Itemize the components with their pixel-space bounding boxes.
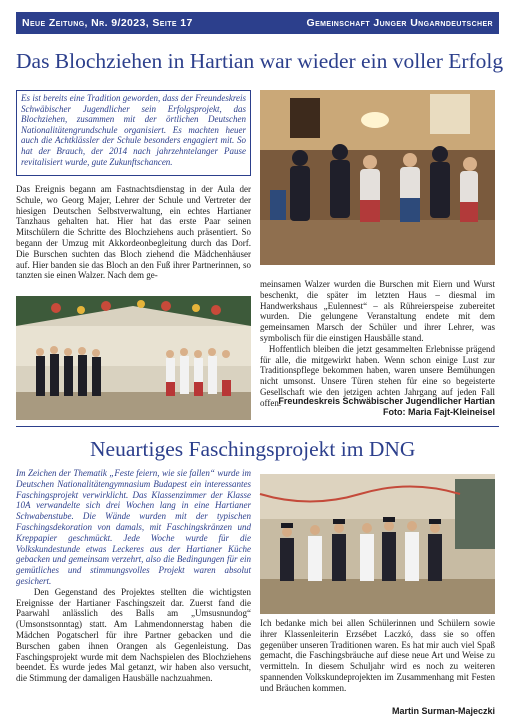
header-issue: Neue Zeitung, Nr. 9/2023, Seite 17	[22, 17, 193, 29]
article1-body-right-para2: Hoffentlich bleiben die jetzt gesammelten Erlebnisse prägend für alle, die mitgewirkt haben. Wenn schon einige Lust zur Traditionspflege bekommen haben, waren unsere Bemühungen nicht umsonst. Unsere Türen stehen für eine so begeisterte Gesellschaft wie den jetzigen achten Jahrgang auf jeden Fall offen.	[260, 343, 496, 408]
article1-signature	[260, 396, 495, 418]
article2-signature: Martin Surman-Majeczki	[391, 706, 495, 716]
header-section: Gemeinschaft Junger Ungarndeutscher	[306, 17, 493, 29]
article1-author: Freundeskreis Schwäbischer Jugendlicher Hartian	[278, 396, 495, 406]
article2-body-left-para: Den Gegenstand des Projektes stellten die wichtigsten Ereignisse der Hartianer Faschingszeit dar. Zuerst fand die Paarwahl anlässlich des Balls am „Umsusnundog“ (Umsonstsonntag) statt. Am Lahmendonnerstag haben die Mädchen Pogatscherl für ihre Partner gebacken und die Burschen gaben ihnen Orangen als Gegenleistung. Das Faschingsprojekt wurde mit dem Nachspielen des Blochziehens beendet. Es wurde jedes Mal getanzt, wir haben also versucht, die Stimmung der damaligen Hausbälle nachzuahmen.	[16, 586, 251, 684]
dance-hall-photo	[260, 90, 495, 265]
article2-body-left	[16, 468, 251, 716]
article1-intro: Es ist bereits eine Tradition geworden, dass der Freundeskreis Schwäbischer Jugendlicher sein Erfolgsprojekt, das Blochziehen, zusammen mit der örtlichen Deutschen Nationalitätengrundschule organisiert. Es machten heuer auch die Achtklässler der Schule besonders engagiert mit. So hat der Brauch, der 2014 nach jahrzehntelanger Pause revitalisiert wurde, gute Zukunftschancen.	[16, 90, 251, 176]
article1-body-left: Das Ereignis begann am Fastnachtsdienstag in der Aula der Schule, wo Georg Majer, Lehrer der Schule und Vertreter der hiesigen Deutschen Selbstverwaltung, ein echtes Hartianer Tanzhaus gehalten hat. Hier hat das erste Paar seinen Mitschülern die Schritte des Blochziehens auch präsentiert. So begann der Umzug mit Akkordeonbegleitung durch das Dorf. Die Burschen suchten das Bloch ziehend die Mädchenhäuser auf. Hier banden sie das Bloch an den Fuß ihrer Partnerinnen, so tanzten sie einen Walzer. Nach dem ge-	[16, 184, 251, 281]
page-header	[16, 12, 499, 34]
article2-intro: Im Zeichen der Thematik „Feste feiern, wie sie fallen“ wurde im Deutschen Nationalitätengymnasium Budapest ein interessantes Faschingsprojekt verwirklicht. Das Klassenzimmer der Klasse 10A verwandelte sich drei Wochen lang in eine Hartianer Schwabenstube. Die Wände wurden mit der typischen Faschingsdekoration von damals, mit Faschingskränzen und Kreppapier geschmückt. Jede Woche wurde für die Volkskundestunde etwas Leckeres aus der Hartianer Küche gebacken und gemeinsam verzehrt, also die Bedingungen für ein gemütliches und stimmungsvolles Projekt waren absolut gesichert.	[16, 468, 251, 586]
school-aula-photo	[16, 296, 251, 420]
article2-title: Neuartiges Faschingsprojekt im DNG	[90, 437, 416, 461]
article2-body-right: Ich bedanke mich bei allen Schülerinnen und Schülern sowie ihrer Klassenleiterin Erzsébet Laczkó, dass sie so offen gegenüber unseren Traditionen waren. Es hat mir auch viel Spaß gemacht, die Faschingsbräuche auf diese neue Art und Weise zu vermitteln. In diesem Schuljahr wird es noch zu weiteren spannenden Volkskundeprojekten im Zusammenhang mit Festen und Bräuchen kommen.	[260, 618, 495, 693]
article1-body-right-para1: meinsamen Walzer wurden die Burschen mit Eiern und Wurst beschenkt, die später im letzten Haus – diesmal im Handwerkshaus „Eulennest“ – als Rühreierspeise zubereitet wurden. Die gelungene Veranstaltung endete mit dem gemeinsamen Marsch der Schüler und ihrer Lehrer, was symbolisch für die einstigen Hausbälle stand.	[260, 279, 495, 343]
article1-title: Das Blochziehen in Hartian war wieder ein voller Erfolg	[16, 49, 504, 73]
classroom-photo	[260, 474, 495, 614]
article1-photo-credit: Foto: Maria Fajt-Kleineisel	[382, 407, 495, 417]
section-divider	[16, 426, 499, 427]
